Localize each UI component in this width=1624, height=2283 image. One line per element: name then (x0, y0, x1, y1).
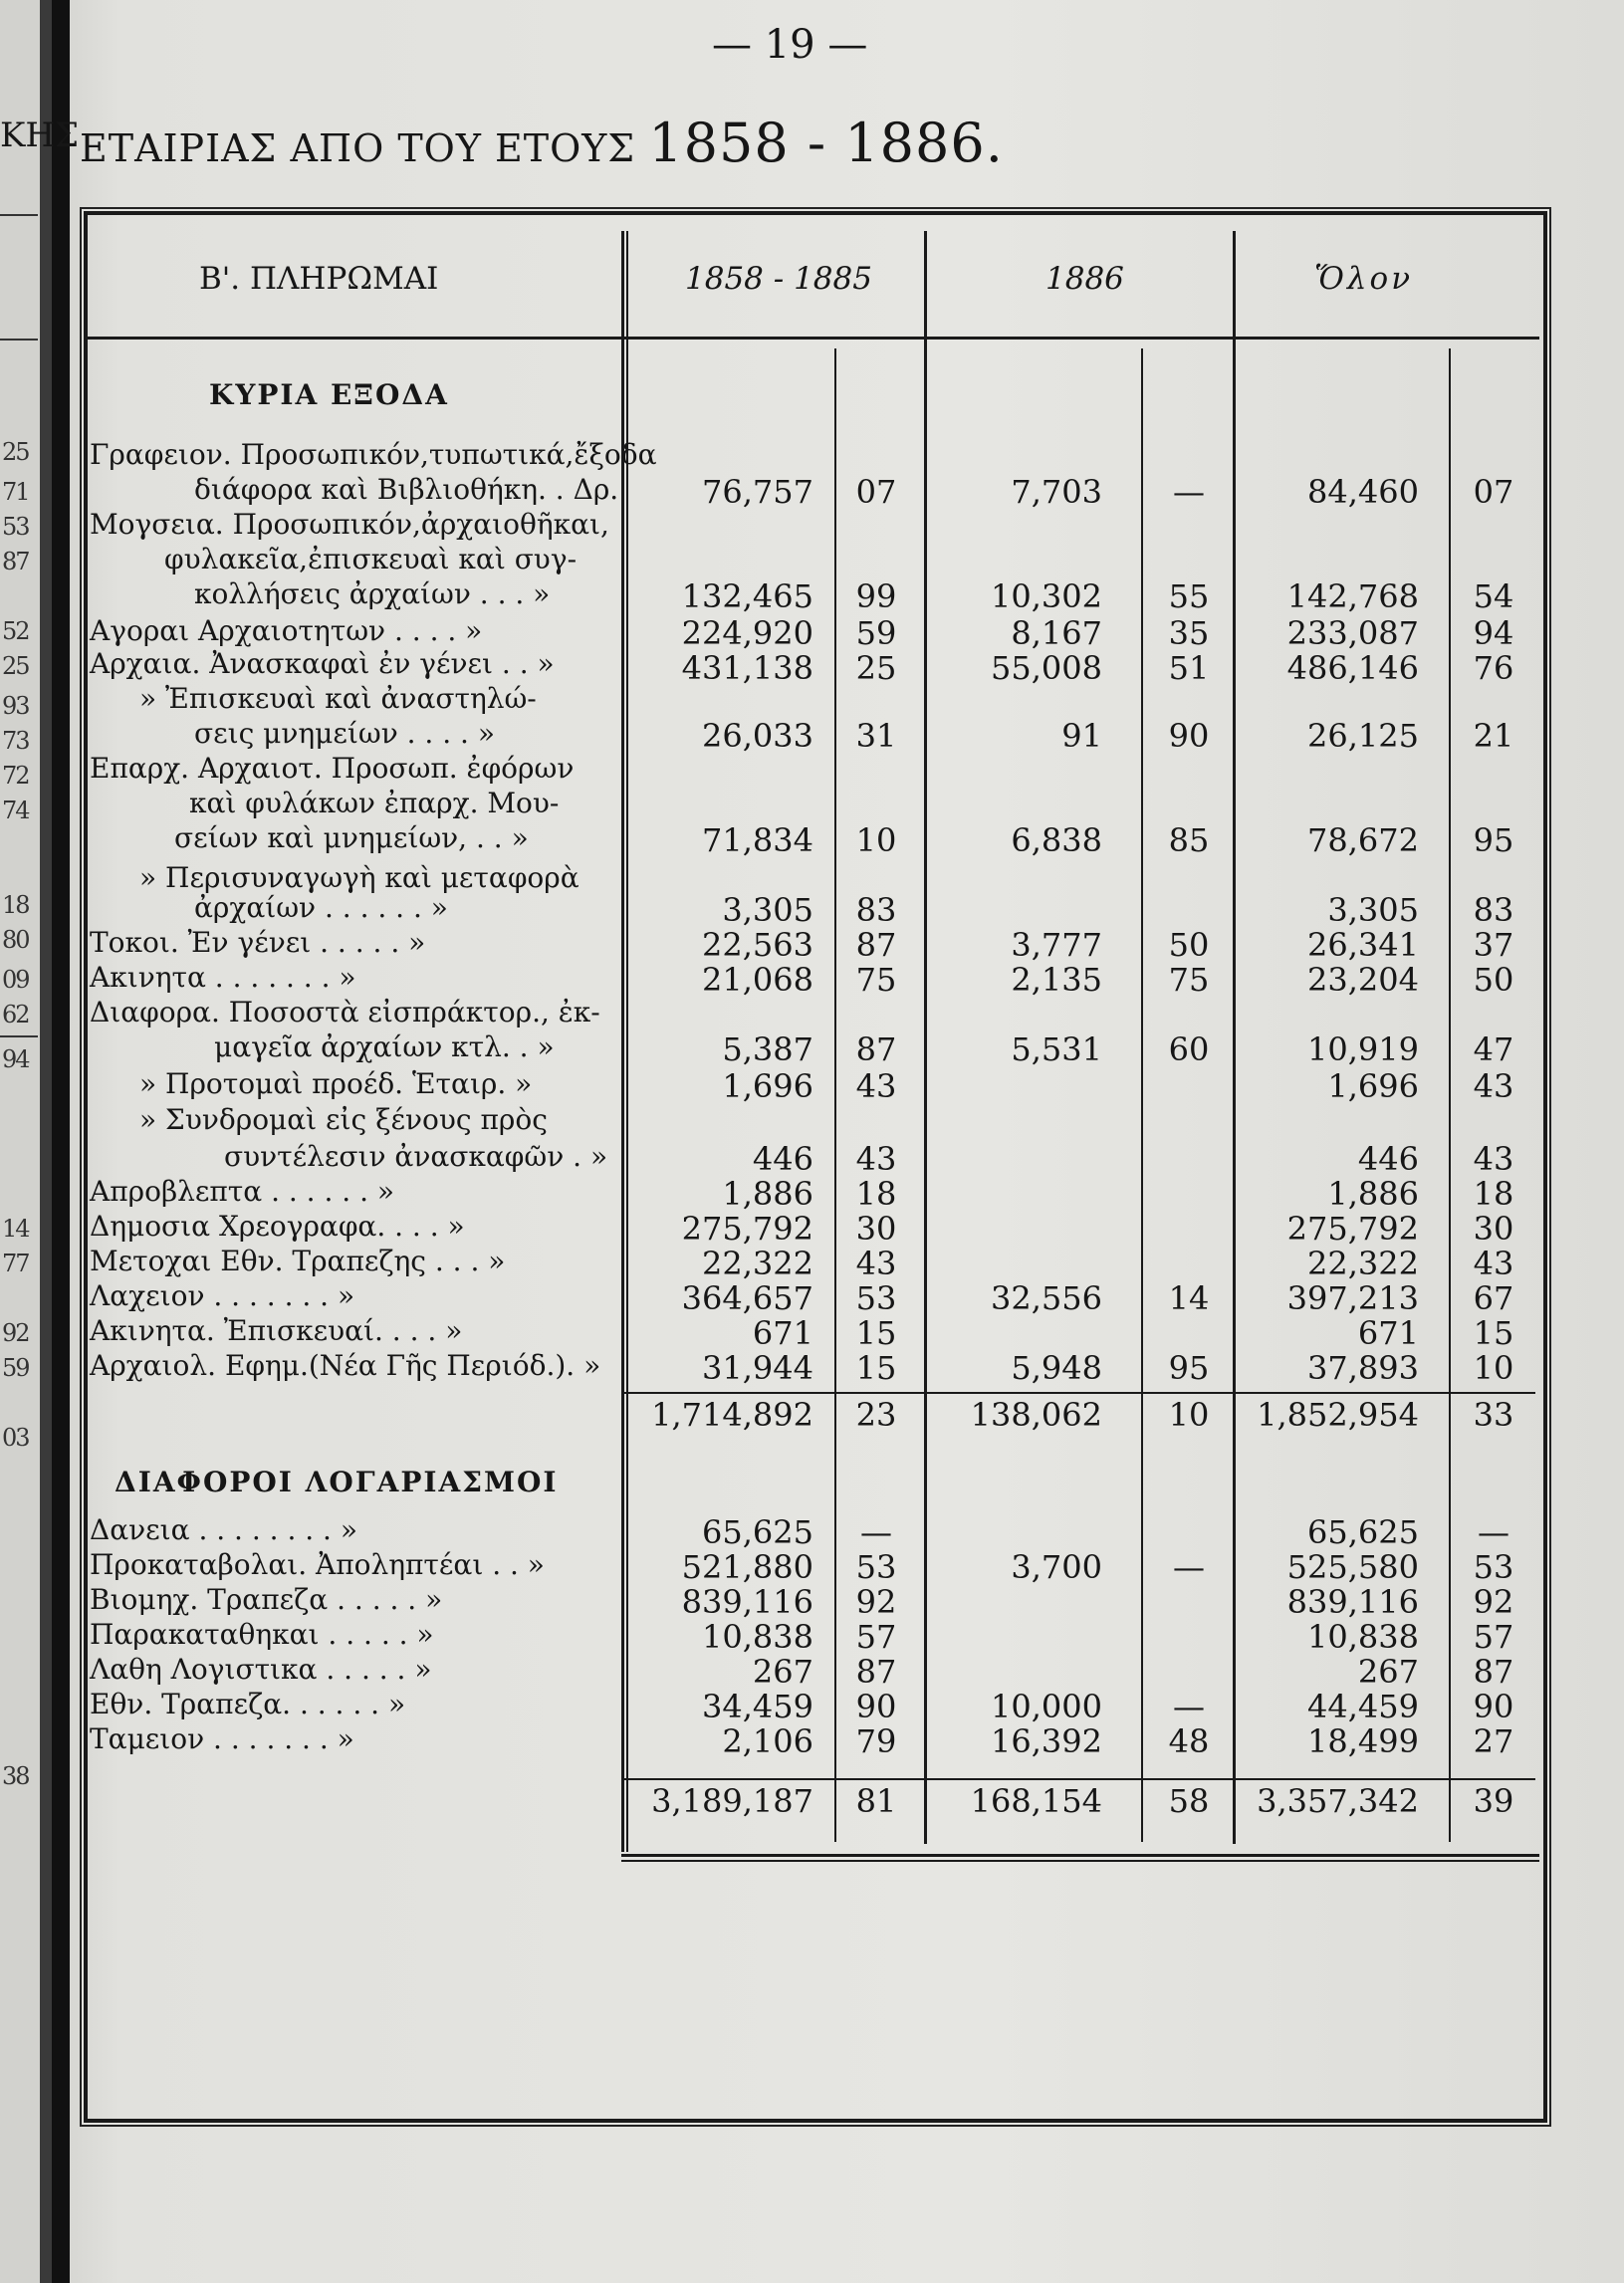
facing-page-number: 59 (2, 1354, 29, 1382)
row-label-line: Μετοχαι Εθν. Τραπεζης . . . » (90, 1245, 506, 1277)
cell-a: 364,657 (681, 1279, 813, 1317)
facing-page-number: 87 (2, 548, 29, 575)
row-label-line: κολλήσεις ἀρχαίων . . . » (194, 577, 551, 610)
book-gutter-shadow (40, 0, 52, 2283)
cell-a: 22,322 (702, 1245, 813, 1282)
row-label-line: Παρακαταθηκαι . . . . . » (90, 1618, 434, 1651)
total-cell-c: 168,154 (970, 1782, 1102, 1820)
facing-page-number: 80 (2, 926, 29, 954)
total-cell-f: 39 (1473, 1782, 1514, 1820)
total-cell-b: 23 (855, 1396, 897, 1434)
cell-e: 1,696 (1327, 1067, 1419, 1105)
cell-d: 48 (1168, 1722, 1210, 1760)
facing-page-number: 73 (2, 727, 29, 755)
cell-c: 8,167 (1011, 614, 1102, 652)
row-label-line: Ακινητα. Ἐπισκευαί. . . . » (90, 1314, 463, 1347)
cell-a: 3,305 (722, 891, 813, 929)
facing-page-number: 93 (2, 692, 29, 720)
subtotal-rule-1 (623, 1392, 1535, 1394)
cell-a: 26,033 (702, 717, 813, 755)
facing-page-number: 14 (2, 1215, 29, 1243)
cell-f: 47 (1473, 1030, 1514, 1068)
cell-f: 07 (1473, 473, 1514, 511)
facing-page-number: 92 (2, 1319, 29, 1347)
column-header-label: Β'. ΠΛΗΡΩΜΑΙ (199, 261, 439, 297)
cell-b: 59 (855, 614, 897, 652)
cell-a: 1,696 (722, 1067, 813, 1105)
cell-c: 10,302 (991, 577, 1102, 615)
row-label-line: » Συνδρομαὶ εἰς ξένους πρὸς (139, 1103, 548, 1136)
cell-b: 43 (855, 1245, 897, 1282)
section-title-main-expenses: ΚΥΡΙΑ ΕΞΟΔΑ (209, 378, 449, 411)
row-label-line: Λαθη Λογιστικα . . . . . » (90, 1653, 432, 1686)
cell-a: 839,116 (681, 1583, 813, 1621)
row-label-line: Ταμειον . . . . . . . » (90, 1722, 354, 1755)
heading-years: 1858 - 1886. (648, 112, 1004, 174)
cell-f: 76 (1473, 649, 1514, 687)
row-label-line: σεις μνημείων . . . . » (194, 717, 495, 750)
cell-a: 71,834 (702, 821, 813, 859)
cell-e: 486,146 (1286, 649, 1419, 687)
row-label-line: Αρχαια. Ἀνασκαφαὶ ἐν γένει . . » (90, 647, 555, 680)
total-cell-d: 10 (1168, 1396, 1210, 1434)
cell-e: 233,087 (1286, 614, 1419, 652)
cell-e: 78,672 (1307, 821, 1419, 859)
facing-page-number: 62 (2, 1001, 29, 1028)
col-divider-3 (1233, 231, 1236, 1844)
book-gutter (52, 0, 70, 2283)
row-label-line: Αγοραι Αρχαιοτητων . . . . » (90, 614, 483, 647)
facing-page-number: 94 (2, 1045, 29, 1073)
cell-d: 90 (1168, 717, 1210, 755)
cell-a: 65,625 (702, 1513, 813, 1551)
row-label-line: » Ἐπισκευαὶ καὶ ἀναστηλώ- (139, 682, 537, 715)
cell-f: 87 (1473, 1653, 1514, 1691)
cell-f: 83 (1473, 891, 1514, 929)
cell-e: 84,460 (1307, 473, 1419, 511)
cell-a: 671 (752, 1314, 813, 1352)
total-cell-e: 3,357,342 (1257, 1782, 1419, 1820)
facing-page-rule (0, 339, 38, 341)
cell-c: 91 (1061, 717, 1102, 755)
cell-d: 14 (1168, 1279, 1210, 1317)
cell-a: 431,138 (681, 649, 813, 687)
cell-b: 25 (855, 649, 897, 687)
facing-page-number: 74 (2, 797, 29, 824)
cell-b: 53 (855, 1548, 897, 1586)
cell-f: 53 (1473, 1548, 1514, 1586)
facing-page-number: 09 (2, 966, 29, 994)
cell-b: 10 (855, 821, 897, 859)
subtotal-rule-2 (623, 1778, 1535, 1780)
cell-e: 142,768 (1286, 577, 1419, 615)
cell-b: 07 (855, 473, 897, 511)
total-cell-a: 3,189,187 (651, 1782, 813, 1820)
row-label-line: Λαχειον . . . . . . . » (90, 1279, 355, 1312)
row-label-line: Τοκοι. Ἐν γένει . . . . . » (90, 926, 426, 959)
cell-b: 75 (855, 961, 897, 999)
cell-d: 51 (1168, 649, 1210, 687)
cell-c: 10,000 (991, 1688, 1102, 1725)
cell-a: 22,563 (702, 926, 813, 964)
cell-d: 60 (1168, 1030, 1210, 1068)
facing-page-number: 03 (2, 1424, 29, 1452)
cell-a: 446 (752, 1140, 813, 1178)
row-label-line: Διαφορα. Ποσοστὰ εἰσπράκτορ., ἐκ- (90, 996, 600, 1028)
column-header-1858-1885: 1858 - 1885 (685, 261, 872, 297)
cell-c: 5,948 (1011, 1349, 1102, 1387)
cell-e: 267 (1357, 1653, 1419, 1691)
cell-f: 54 (1473, 577, 1514, 615)
section-title-other-accounts: ΔΙΑΦΟΡΟΙ ΛΟΓΑΡΙΑΣΜΟΙ (115, 1466, 559, 1498)
cell-b: 57 (855, 1618, 897, 1656)
row-label-line: Προκαταβολαι. Ἀποληπτέαι . . » (90, 1548, 545, 1581)
facing-page-rule (0, 1035, 38, 1037)
cell-f: 27 (1473, 1722, 1514, 1760)
cell-d: — (1173, 1548, 1205, 1586)
cell-b: 87 (855, 1653, 897, 1691)
cell-b: 15 (855, 1349, 897, 1387)
facing-page-number: 38 (2, 1762, 29, 1790)
cell-f: 43 (1473, 1067, 1514, 1105)
row-label-line: Εθν. Τραπεζα. . . . . . » (90, 1688, 406, 1720)
facing-page-number: 52 (2, 617, 29, 645)
cell-b: 31 (855, 717, 897, 755)
cell-f: 18 (1473, 1175, 1514, 1213)
cell-a: 521,880 (681, 1548, 813, 1586)
total-cell-f: 33 (1473, 1396, 1514, 1434)
page-number: — 19 — (712, 22, 868, 68)
cell-b: 99 (855, 577, 897, 615)
facing-page-number: 25 (2, 652, 29, 680)
cell-a: 10,838 (702, 1618, 813, 1656)
total-cell-e: 1,852,954 (1257, 1396, 1419, 1434)
cell-e: 397,213 (1286, 1279, 1419, 1317)
cell-e: 3,305 (1327, 891, 1419, 929)
cell-c: 3,700 (1011, 1548, 1102, 1586)
facing-page-number: 53 (2, 513, 29, 541)
cell-e: 671 (1357, 1314, 1419, 1352)
subcol-divider-2 (1141, 348, 1143, 1842)
cell-b: 43 (855, 1067, 897, 1105)
cell-c: 6,838 (1011, 821, 1102, 859)
facing-page-heading-fragment: ΚΗΣ (0, 115, 80, 155)
row-label-line: διάφορα καὶ Βιβλιοθήκη. . Δρ. (194, 473, 619, 506)
cell-f: 37 (1473, 926, 1514, 964)
total-cell-a: 1,714,892 (651, 1396, 813, 1434)
cell-e: 446 (1357, 1140, 1419, 1178)
cell-d: 55 (1168, 577, 1210, 615)
cell-f: 95 (1473, 821, 1514, 859)
cell-e: 26,125 (1307, 717, 1419, 755)
cell-e: 26,341 (1307, 926, 1419, 964)
row-label-line: Απροβλεπτα . . . . . . » (90, 1175, 395, 1208)
cell-d: 50 (1168, 926, 1210, 964)
table-bottom-rule (621, 1854, 1539, 1857)
cell-b: — (860, 1513, 892, 1551)
facing-page-number: 72 (2, 762, 29, 790)
cell-b: 90 (855, 1688, 897, 1725)
cell-a: 267 (752, 1653, 813, 1691)
subcol-divider-1 (834, 348, 836, 1842)
facing-page-number: 77 (2, 1250, 29, 1277)
row-label-line: Γραφειον. Προσωπικόν,τυπωτικά,ἔξοδα (90, 438, 657, 471)
cell-b: 53 (855, 1279, 897, 1317)
cell-b: 87 (855, 926, 897, 964)
cell-d: 95 (1168, 1349, 1210, 1387)
cell-f: 92 (1473, 1583, 1514, 1621)
cell-a: 34,459 (702, 1688, 813, 1725)
cell-e: 10,919 (1307, 1030, 1419, 1068)
cell-f: 90 (1473, 1688, 1514, 1725)
cell-b: 18 (855, 1175, 897, 1213)
col-divider-1 (621, 231, 624, 1852)
cell-e: 22,322 (1307, 1245, 1419, 1282)
cell-d: — (1173, 473, 1205, 511)
cell-f: 94 (1473, 614, 1514, 652)
facing-page-number: 25 (2, 438, 29, 466)
cell-d: 35 (1168, 614, 1210, 652)
cell-e: 1,886 (1327, 1175, 1419, 1213)
cell-e: 275,792 (1286, 1210, 1419, 1248)
row-label-line: Ακινητα . . . . . . . » (90, 961, 356, 994)
col-divider-1b (626, 231, 628, 1852)
row-label-line: καὶ φυλάκων ἐπαρχ. Μου- (189, 787, 560, 819)
facing-page-rule (0, 214, 38, 216)
cell-a: 21,068 (702, 961, 813, 999)
cell-a: 31,944 (702, 1349, 813, 1387)
facing-page-number: 71 (2, 478, 29, 506)
row-label-line: » Περισυναγωγὴ καὶ μεταφορὰ (139, 861, 580, 894)
cell-b: 79 (855, 1722, 897, 1760)
cell-b: 15 (855, 1314, 897, 1352)
row-label-line: » Προτομαὶ προέδ. Ἑταιρ. » (139, 1067, 533, 1100)
cell-b: 43 (855, 1140, 897, 1178)
cell-e: 525,580 (1286, 1548, 1419, 1586)
cell-d: 75 (1168, 961, 1210, 999)
facing-page-edge (0, 0, 40, 2283)
cell-b: 92 (855, 1583, 897, 1621)
cell-f: 50 (1473, 961, 1514, 999)
row-label-line: συντέλεσιν ἀνασκαφῶν . » (224, 1140, 608, 1173)
row-label-line: ἀρχαίων . . . . . . » (194, 891, 448, 924)
row-label-line: μαγεῖα ἀρχαίων κτλ. . » (214, 1030, 555, 1063)
row-label-line: Δανεια . . . . . . . . » (90, 1513, 357, 1546)
page-heading (80, 112, 1004, 174)
cell-c: 3,777 (1011, 926, 1102, 964)
cell-e: 37,893 (1307, 1349, 1419, 1387)
cell-e: 65,625 (1307, 1513, 1419, 1551)
heading-text: ΕΤΑΙΡΙΑΣ ΑΠΟ ΤΟΥ ΕΤΟΥΣ (80, 126, 636, 170)
total-cell-d: 58 (1168, 1782, 1210, 1820)
subcol-divider-3 (1449, 348, 1451, 1842)
cell-e: 44,459 (1307, 1688, 1419, 1725)
column-header-1886: 1886 (1045, 261, 1124, 297)
cell-b: 30 (855, 1210, 897, 1248)
cell-b: 87 (855, 1030, 897, 1068)
cell-a: 2,106 (722, 1722, 813, 1760)
cell-c: 5,531 (1011, 1030, 1102, 1068)
cell-e: 839,116 (1286, 1583, 1419, 1621)
total-cell-c: 138,062 (970, 1396, 1102, 1434)
cell-f: 10 (1473, 1349, 1514, 1387)
cell-d: 85 (1168, 821, 1210, 859)
cell-f: 30 (1473, 1210, 1514, 1248)
cell-a: 76,757 (702, 473, 813, 511)
facing-page-number: 18 (2, 891, 29, 919)
cell-a: 224,920 (681, 614, 813, 652)
cell-f: 57 (1473, 1618, 1514, 1656)
row-label-line: Αρχαιολ. Εφημ.(Νέα Γῆς Περιόδ.). » (90, 1349, 601, 1382)
cell-c: 55,008 (991, 649, 1102, 687)
cell-e: 18,499 (1307, 1722, 1419, 1760)
col-divider-2 (924, 231, 927, 1844)
cell-c: 32,556 (991, 1279, 1102, 1317)
cell-a: 275,792 (681, 1210, 813, 1248)
cell-a: 132,465 (681, 577, 813, 615)
row-label-line: σείων καὶ μνημείων, . . » (174, 821, 529, 854)
total-cell-b: 81 (855, 1782, 897, 1820)
row-label-line: φυλακεῖα,ἐπισκευαὶ καὶ συγ- (164, 543, 578, 575)
cell-b: 83 (855, 891, 897, 929)
table-bottom-rule-2 (621, 1860, 1539, 1862)
cell-f: 43 (1473, 1245, 1514, 1282)
row-label-line: Βιομηχ. Τραπεζα . . . . . » (90, 1583, 443, 1616)
cell-e: 23,204 (1307, 961, 1419, 999)
header-rule (88, 337, 1539, 340)
cell-f: 67 (1473, 1279, 1514, 1317)
cell-f: 43 (1473, 1140, 1514, 1178)
cell-a: 1,886 (722, 1175, 813, 1213)
cell-d: — (1173, 1688, 1205, 1725)
row-label-line: Επαρχ. Αρχαιοτ. Προσωπ. ἐφόρων (90, 752, 575, 785)
cell-e: 10,838 (1307, 1618, 1419, 1656)
row-label-line: Μογσεια. Προσωπικόν,ἀρχαιοθῆκαι, (90, 508, 609, 541)
cell-c: 2,135 (1011, 961, 1102, 999)
cell-f: — (1478, 1513, 1509, 1551)
cell-c: 7,703 (1011, 473, 1102, 511)
column-header-total: Ὅλον (1314, 261, 1414, 297)
row-label-line: Δημοσια Χρεογραφα. . . . » (90, 1210, 465, 1243)
cell-c: 16,392 (991, 1722, 1102, 1760)
cell-f: 15 (1473, 1314, 1514, 1352)
cell-a: 5,387 (722, 1030, 813, 1068)
cell-f: 21 (1473, 717, 1514, 755)
